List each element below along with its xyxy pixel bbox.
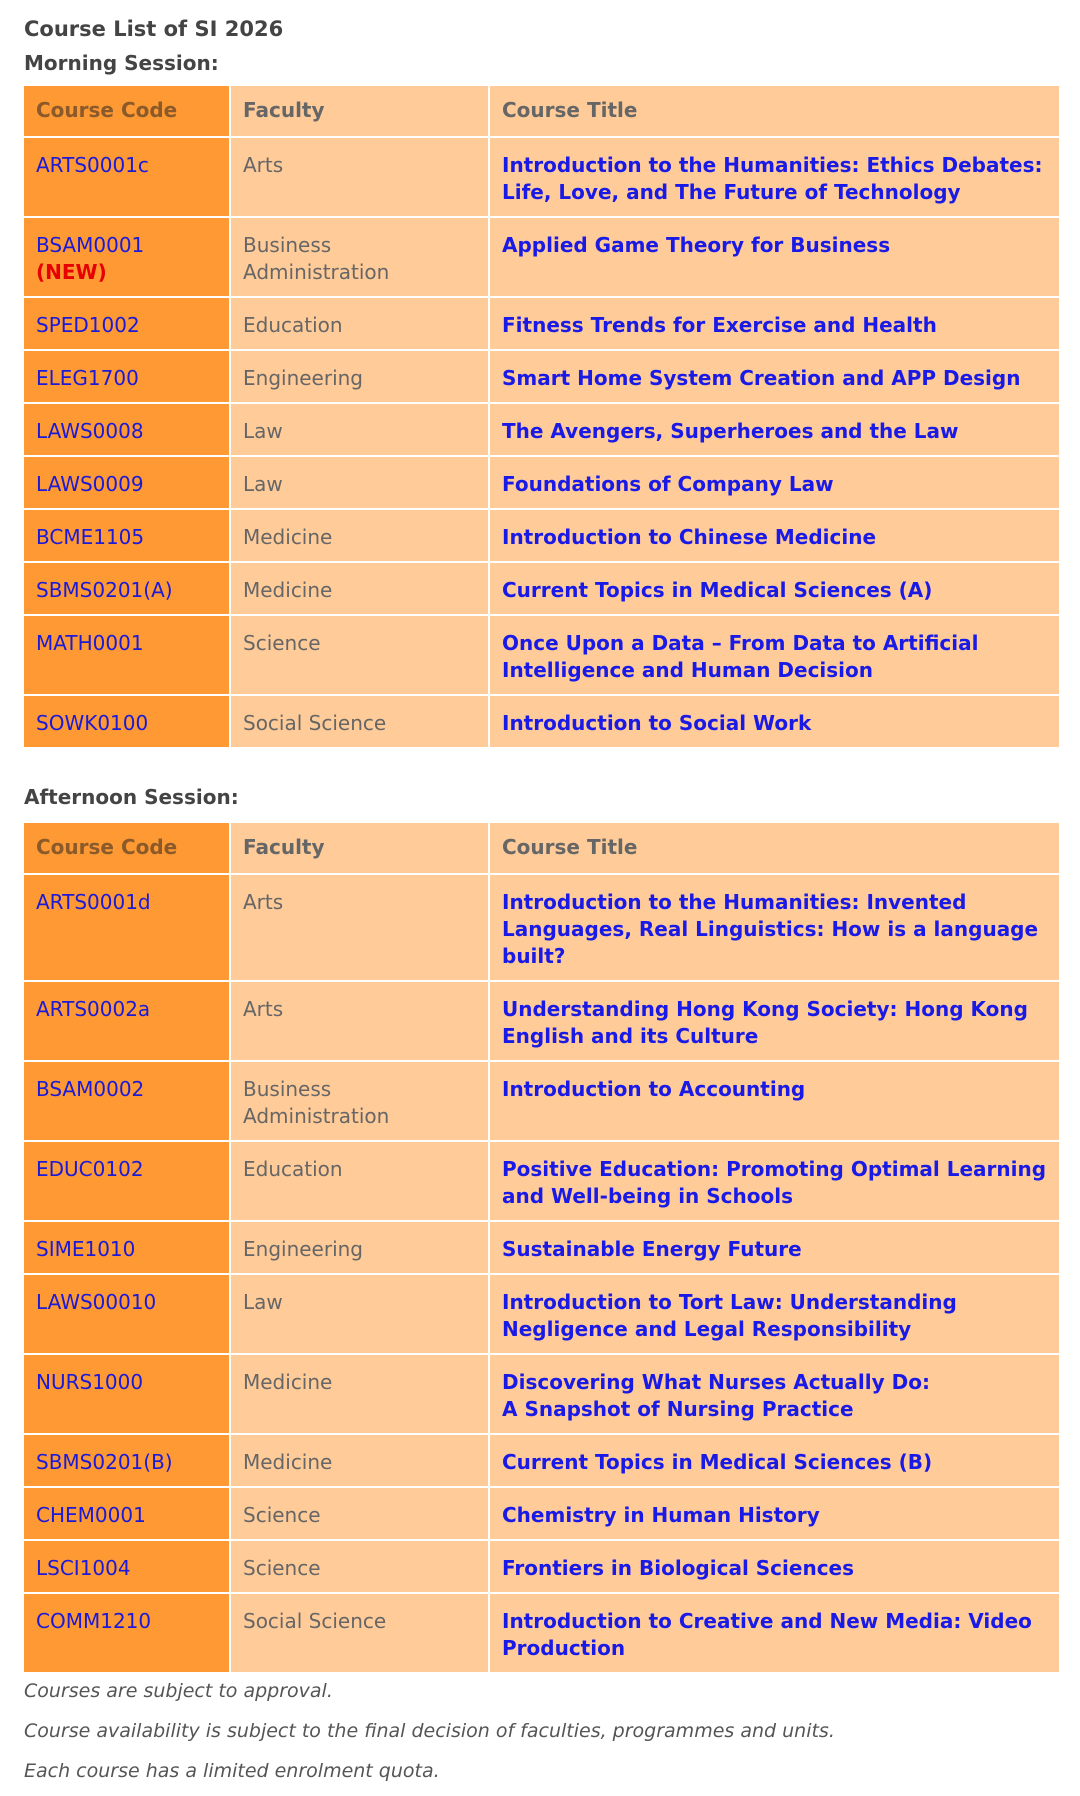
course-title-link[interactable] bbox=[489, 403, 1059, 456]
course-code-cell bbox=[24, 562, 230, 615]
course-title-link[interactable] bbox=[489, 217, 1059, 297]
course-title-link[interactable] bbox=[489, 1061, 1059, 1141]
table-row bbox=[24, 1274, 1059, 1354]
course-code: COMM1210 bbox=[36, 1609, 152, 1633]
course-title-text[interactable]: Chemistry in Human History bbox=[502, 1503, 820, 1527]
course-title-text[interactable]: Introduction to Social Work bbox=[502, 711, 812, 735]
course-title-link[interactable] bbox=[489, 137, 1059, 217]
course-code-cell bbox=[24, 509, 230, 562]
course-code: LAWS00010 bbox=[36, 1290, 157, 1314]
column-header-course-title: Course Title bbox=[489, 86, 1059, 137]
morning-course-table bbox=[24, 86, 1059, 749]
table-row bbox=[24, 456, 1059, 509]
course-title-text[interactable]: Discovering What Nurses Actually Do: bbox=[502, 1370, 930, 1394]
course-title-text[interactable]: Fitness Trends for Exercise and Health bbox=[502, 313, 937, 337]
faculty-cell: Law bbox=[230, 1274, 489, 1354]
faculty-cell: Social Science bbox=[230, 1593, 489, 1673]
course-title-link[interactable] bbox=[489, 695, 1059, 748]
course-title-text[interactable]: Introduction to Accounting bbox=[502, 1077, 806, 1101]
table-row bbox=[24, 695, 1059, 748]
course-code-cell bbox=[24, 403, 230, 456]
course-code-cell bbox=[24, 615, 230, 695]
table-header-row bbox=[24, 86, 1059, 137]
faculty-cell: Science bbox=[230, 615, 489, 695]
faculty-cell: Law bbox=[230, 403, 489, 456]
table-row bbox=[24, 137, 1059, 217]
course-code: ELEG1700 bbox=[36, 366, 139, 390]
course-title-text[interactable]: Introduction to Tort Law: Understanding Negligence and Legal Responsibility bbox=[502, 1290, 957, 1341]
course-title-text[interactable]: Introduction to Chinese Medicine bbox=[502, 525, 877, 549]
note-approval: Courses are subject to approval. bbox=[24, 1680, 333, 1702]
afternoon-session-heading: Afternoon Session: bbox=[24, 785, 239, 809]
faculty-cell: Arts bbox=[230, 137, 489, 217]
course-code-cell bbox=[24, 1354, 230, 1434]
table-row bbox=[24, 509, 1059, 562]
note-availability: Course availability is subject to the final decision of faculties, programmes and units. bbox=[24, 1720, 835, 1742]
course-title-text[interactable]: Introduction to the Humanities: Ethics Debates: Life, Love, and The Future of Technology bbox=[502, 153, 1043, 204]
course-title-link[interactable] bbox=[489, 1274, 1059, 1354]
course-title-text-line2[interactable]: A Snapshot of Nursing Practice bbox=[502, 1397, 854, 1421]
course-title-text[interactable]: Once Upon a Data – From Data to Artificial Intelligence and Human Decision bbox=[502, 631, 979, 682]
course-code: CHEM0001 bbox=[36, 1503, 146, 1527]
course-title-text[interactable]: Current Topics in Medical Sciences (A) bbox=[502, 578, 933, 602]
course-code: SBMS0201(B) bbox=[36, 1450, 173, 1474]
faculty-cell: Law bbox=[230, 456, 489, 509]
course-code-cell bbox=[24, 297, 230, 350]
table-header-row bbox=[24, 823, 1059, 874]
course-title-link[interactable] bbox=[489, 874, 1059, 981]
table-row bbox=[24, 1354, 1059, 1434]
table-row bbox=[24, 615, 1059, 695]
course-code-cell bbox=[24, 981, 230, 1061]
course-code-cell bbox=[24, 456, 230, 509]
course-title-text[interactable]: Current Topics in Medical Sciences (B) bbox=[502, 1450, 933, 1474]
faculty-cell: Science bbox=[230, 1540, 489, 1593]
course-title-text[interactable]: Positive Education: Promoting Optimal Learning and Well-being in Schools bbox=[502, 1157, 1047, 1208]
faculty-cell: Medicine bbox=[230, 562, 489, 615]
table-row bbox=[24, 1221, 1059, 1274]
course-code-cell bbox=[24, 695, 230, 748]
course-code: ARTS0002a bbox=[36, 997, 151, 1021]
faculty-cell: Engineering bbox=[230, 1221, 489, 1274]
course-title-text[interactable]: Sustainable Energy Future bbox=[502, 1237, 802, 1261]
table-row bbox=[24, 562, 1059, 615]
course-title-link[interactable] bbox=[489, 1434, 1059, 1487]
course-code: ARTS0001d bbox=[36, 890, 151, 914]
table-row bbox=[24, 403, 1059, 456]
course-code-cell bbox=[24, 1221, 230, 1274]
table-row bbox=[24, 217, 1059, 297]
faculty-cell: Engineering bbox=[230, 350, 489, 403]
column-header-faculty: Faculty bbox=[230, 86, 489, 137]
course-title-link[interactable] bbox=[489, 1487, 1059, 1540]
faculty-cell: Medicine bbox=[230, 1354, 489, 1434]
course-code-cell bbox=[24, 1141, 230, 1221]
course-code: SPED1002 bbox=[36, 313, 140, 337]
course-title-text[interactable]: The Avengers, Superheroes and the Law bbox=[502, 419, 959, 443]
faculty-cell: Social Science bbox=[230, 695, 489, 748]
course-code: SIME1010 bbox=[36, 1237, 136, 1261]
course-title-text[interactable]: Foundations of Company Law bbox=[502, 472, 834, 496]
table-row bbox=[24, 981, 1059, 1061]
faculty-cell: Arts bbox=[230, 874, 489, 981]
faculty-cell: Business Administration bbox=[230, 1061, 489, 1141]
faculty-cell: Business Administration bbox=[230, 217, 489, 297]
table-row bbox=[24, 1540, 1059, 1593]
column-header-course-code: Course Code bbox=[24, 823, 230, 874]
course-title-text[interactable]: Frontiers in Biological Sciences bbox=[502, 1556, 855, 1580]
new-badge: (NEW) bbox=[36, 260, 107, 284]
faculty-cell: Medicine bbox=[230, 509, 489, 562]
faculty-cell: Arts bbox=[230, 981, 489, 1061]
table-row bbox=[24, 1434, 1059, 1487]
course-title-link[interactable] bbox=[489, 562, 1059, 615]
course-title-link[interactable] bbox=[489, 1354, 1059, 1434]
course-code-cell bbox=[24, 1540, 230, 1593]
course-code: LAWS0008 bbox=[36, 419, 144, 443]
course-code-cell bbox=[24, 1061, 230, 1141]
course-code: SOWK0100 bbox=[36, 711, 149, 735]
note-quota: Each course has a limited enrolment quota. bbox=[24, 1760, 440, 1782]
course-title-text[interactable]: Smart Home System Creation and APP Design bbox=[502, 366, 1021, 390]
afternoon-course-table bbox=[24, 823, 1059, 1674]
course-code: BSAM0002 bbox=[36, 1077, 145, 1101]
course-code-cell bbox=[24, 1274, 230, 1354]
afternoon-table-body bbox=[24, 874, 1059, 1673]
column-header-course-code: Course Code bbox=[24, 86, 230, 137]
course-title-link[interactable] bbox=[489, 509, 1059, 562]
course-code: BCME1105 bbox=[36, 525, 145, 549]
table-row bbox=[24, 350, 1059, 403]
course-title-link[interactable] bbox=[489, 615, 1059, 695]
course-title-link[interactable] bbox=[489, 981, 1059, 1061]
table-row bbox=[24, 297, 1059, 350]
table-row bbox=[24, 874, 1059, 981]
course-code: BSAM0001 bbox=[36, 233, 145, 257]
column-header-course-title: Course Title bbox=[489, 823, 1059, 874]
course-code-cell bbox=[24, 1434, 230, 1487]
course-title-link[interactable] bbox=[489, 297, 1059, 350]
course-code-cell bbox=[24, 217, 230, 297]
morning-session-heading: Morning Session: bbox=[24, 51, 219, 75]
faculty-cell: Education bbox=[230, 297, 489, 350]
course-code-cell bbox=[24, 350, 230, 403]
course-title-text[interactable]: Applied Game Theory for Business bbox=[502, 233, 891, 257]
course-code: SBMS0201(A) bbox=[36, 578, 173, 602]
faculty-cell: Science bbox=[230, 1487, 489, 1540]
faculty-cell: Medicine bbox=[230, 1434, 489, 1487]
course-title-link[interactable] bbox=[489, 1593, 1059, 1673]
course-title-link[interactable] bbox=[489, 1141, 1059, 1221]
course-title-link[interactable] bbox=[489, 1540, 1059, 1593]
course-code: MATH0001 bbox=[36, 631, 144, 655]
column-header-faculty: Faculty bbox=[230, 823, 489, 874]
course-code: LAWS0009 bbox=[36, 472, 144, 496]
table-row bbox=[24, 1141, 1059, 1221]
morning-table-body bbox=[24, 137, 1059, 748]
table-row bbox=[24, 1593, 1059, 1673]
course-code: EDUC0102 bbox=[36, 1157, 144, 1181]
course-code-cell bbox=[24, 874, 230, 981]
course-code: LSCI1004 bbox=[36, 1556, 131, 1580]
faculty-cell: Education bbox=[230, 1141, 489, 1221]
course-code-cell bbox=[24, 137, 230, 217]
course-code-cell bbox=[24, 1487, 230, 1540]
course-title-text[interactable]: Introduction to Creative and New Media: Video Production bbox=[502, 1609, 1032, 1660]
course-code-cell bbox=[24, 1593, 230, 1673]
course-code: NURS1000 bbox=[36, 1370, 144, 1394]
course-title-text[interactable]: Understanding Hong Kong Society: Hong Kong English and its Culture bbox=[502, 997, 1028, 1048]
table-row bbox=[24, 1061, 1059, 1141]
page-title: Course List of SI 2026 bbox=[24, 17, 284, 41]
course-title-link[interactable] bbox=[489, 1221, 1059, 1274]
notes bbox=[24, 1676, 1080, 1796]
course-title-text[interactable]: Introduction to the Humanities: Invented Languages, Real Linguistics: How is a language built? bbox=[502, 890, 1039, 968]
course-code: ARTS0001c bbox=[36, 153, 149, 177]
table-row bbox=[24, 1487, 1059, 1540]
course-title-link[interactable] bbox=[489, 350, 1059, 403]
course-title-link[interactable] bbox=[489, 456, 1059, 509]
